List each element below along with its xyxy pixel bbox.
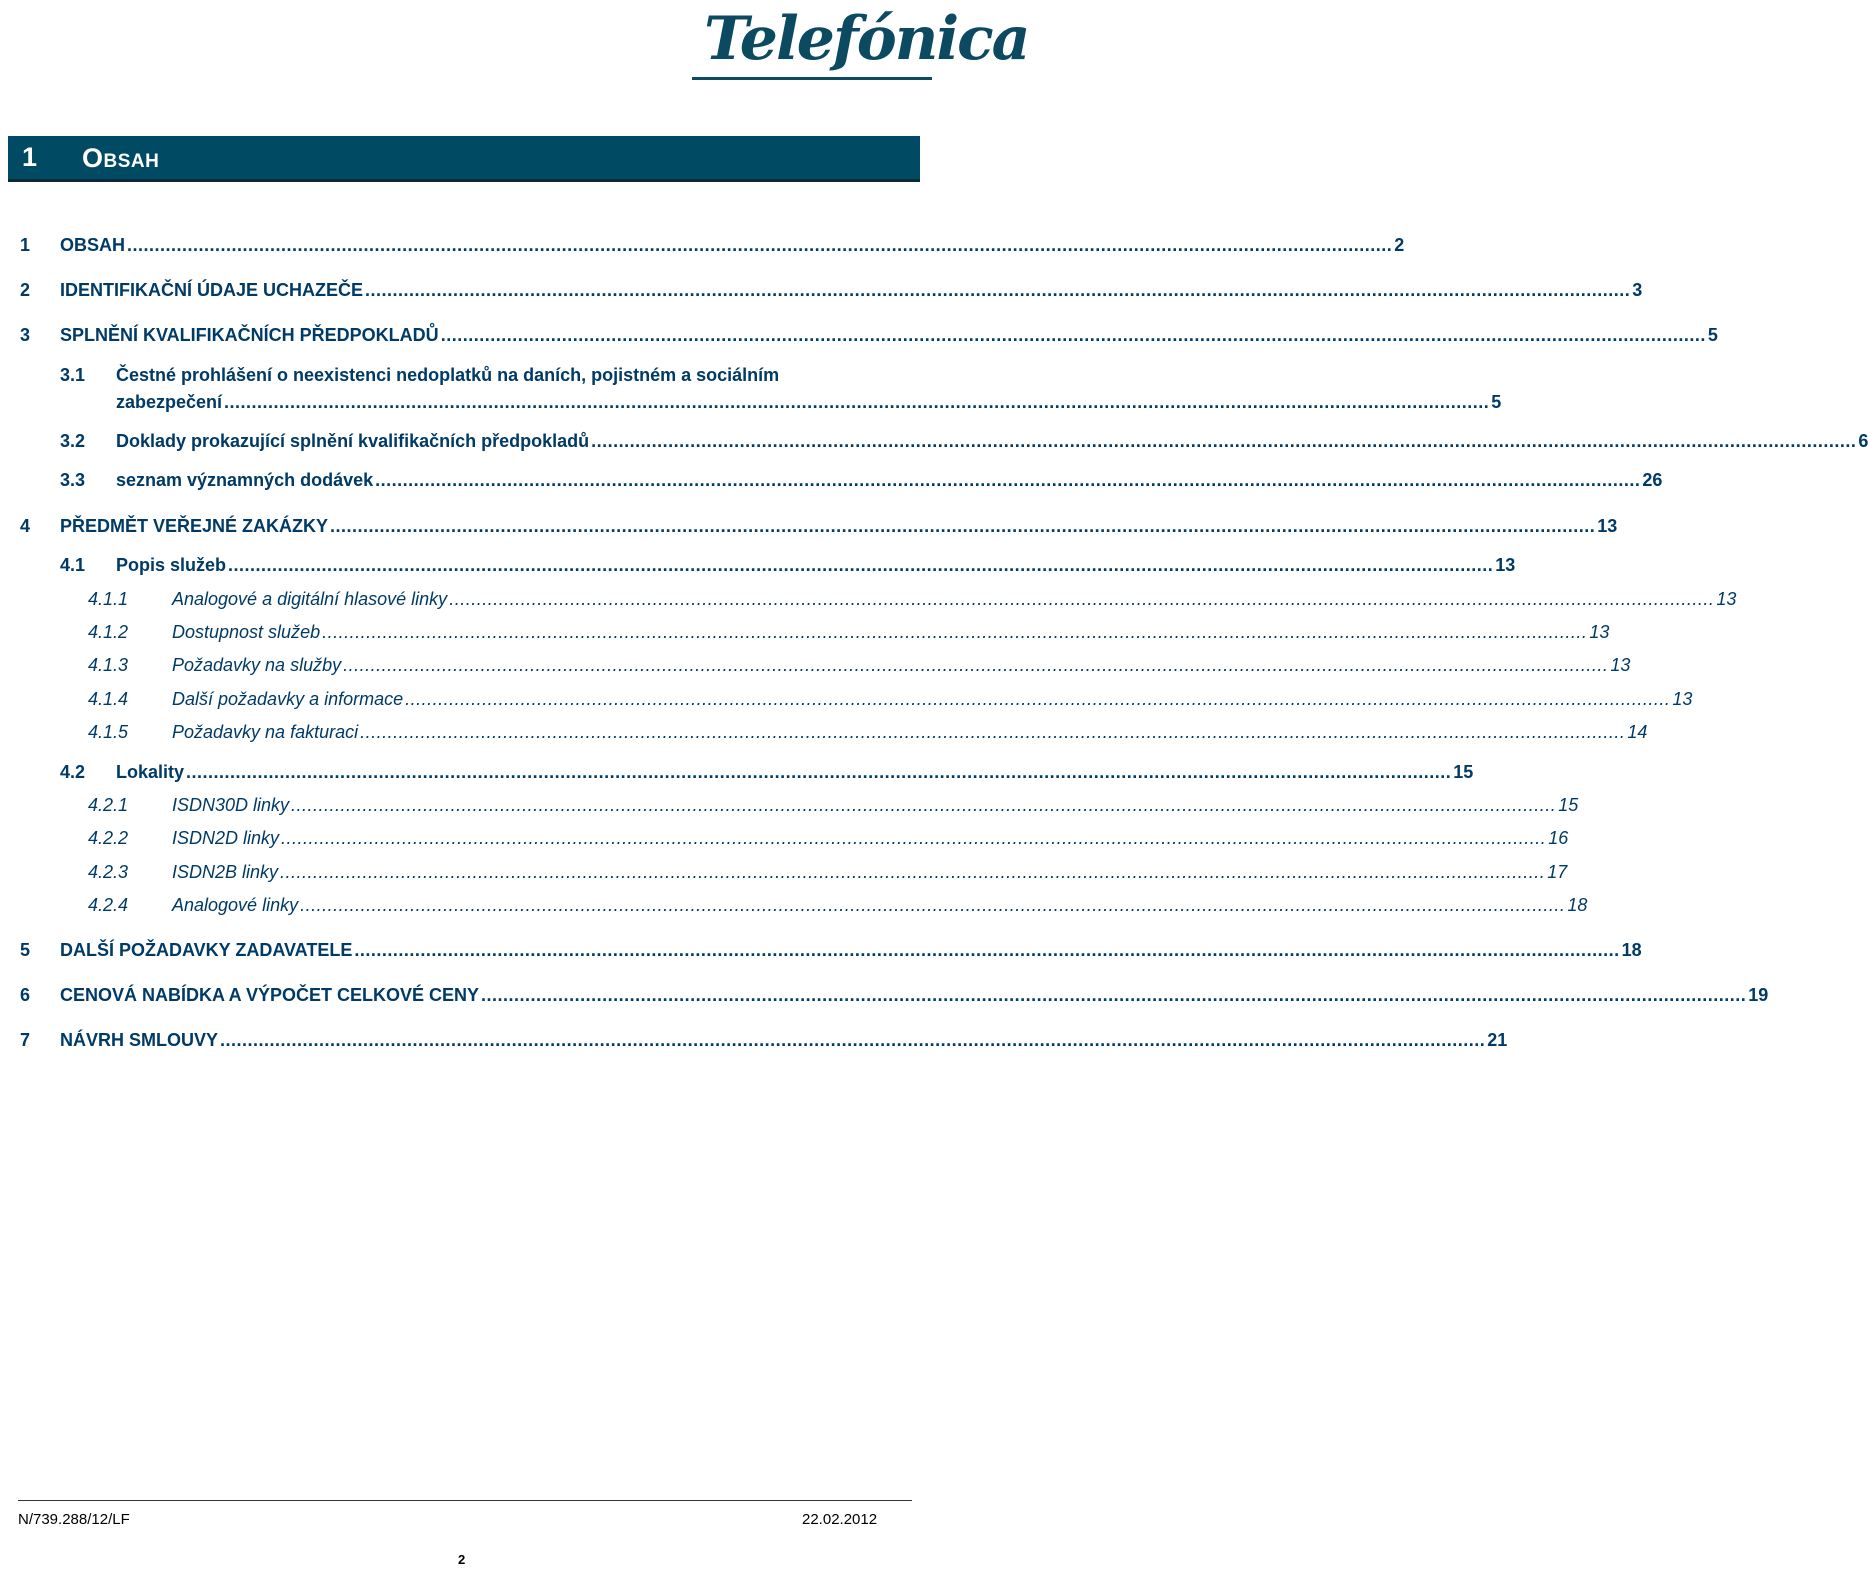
- footer-date: 22.02.2012: [802, 1511, 878, 1528]
- toc-entry-number: 4.2: [60, 762, 86, 782]
- toc-entry-label: Požadavky na fakturaci: [172, 722, 359, 742]
- toc-entry-number: 4.1: [60, 555, 86, 575]
- toc-entry-3-3[interactable]: [60, 469, 1663, 491]
- toc-entry-number: 3.2: [60, 431, 86, 451]
- toc-entry-number: 4.1.3: [88, 655, 129, 675]
- toc-entry-4-1-3[interactable]: [88, 654, 1631, 676]
- toc-entry-number: 5: [20, 940, 31, 960]
- toc-leader-dots: [360, 721, 1625, 743]
- toc-entry-page: 13: [1495, 555, 1516, 575]
- toc-leader-dots: [365, 279, 1630, 301]
- toc-leader-dots: [441, 324, 1706, 346]
- toc-entry-page: 15: [1453, 762, 1474, 782]
- toc-entry-3-1-label-line1[interactable]: Čestné prohlášení o neexistenci nedoplatků na daních, pojistném a sociálním: [116, 365, 780, 385]
- toc-entry-label: NÁVRH SMLOUVY: [60, 1030, 219, 1050]
- toc-entry-page: 13: [1597, 516, 1618, 536]
- toc-entry-page: 26: [1642, 470, 1663, 490]
- toc-entry-number: 4.1.1: [88, 589, 129, 609]
- toc-entry-label: PŘEDMĚT VEŘEJNÉ ZAKÁZKY: [60, 516, 329, 536]
- toc-entry-number: 4.2.3: [88, 862, 129, 882]
- toc-entry-number: 6: [20, 985, 31, 1005]
- section-number: 1: [22, 142, 38, 172]
- toc-entry-label: IDENTIFIKAČNÍ ÚDAJE UCHAZEČE: [60, 280, 364, 300]
- toc-entry-4-1-4[interactable]: [88, 688, 1693, 710]
- toc-entry-label: seznam významných dodávek: [116, 470, 374, 490]
- toc-entry-page: 17: [1547, 862, 1568, 882]
- toc-entry-label: Analogové linky: [172, 895, 299, 915]
- toc-entry-number: 4.1.4: [88, 689, 129, 709]
- toc-entry-label: ISDN2D linky: [172, 828, 280, 848]
- toc-leader-dots: [127, 234, 1392, 256]
- toc-leader-dots: [281, 827, 1546, 849]
- toc-entry-7[interactable]: [20, 1029, 1508, 1051]
- telefonica-logo: [692, 4, 1029, 80]
- toc-leader-dots: [375, 469, 1640, 491]
- toc-leader-dots: [300, 894, 1565, 916]
- toc-entry-label: ISDN2B linky: [172, 862, 279, 882]
- toc-entry-page: 5: [1491, 392, 1502, 412]
- toc-entry-4-2-1[interactable]: [88, 794, 1579, 816]
- toc-leader-dots: [481, 984, 1746, 1006]
- toc-entry-label: Lokality: [116, 762, 185, 782]
- toc-leader-dots: [330, 515, 1595, 537]
- toc-entry-label: SPLNĚNÍ KVALIFIKAČNÍCH PŘEDPOKLADŮ: [60, 325, 439, 345]
- toc-entry-label: Dostupnost služeb: [172, 622, 321, 642]
- toc-leader-dots: [322, 621, 1587, 643]
- toc-entry-4-1-2[interactable]: [88, 621, 1610, 643]
- toc-entry-page: 2: [1394, 235, 1405, 255]
- toc-entry-number: 3: [20, 325, 31, 345]
- toc-entry-number: 4.2.4: [88, 895, 129, 915]
- toc-entry-page: 13: [1589, 622, 1610, 642]
- toc-entry-label: OBSAH: [60, 235, 126, 255]
- toc-leader-dots: [591, 430, 1856, 452]
- section-heading-banner: [8, 136, 920, 182]
- toc-leader-dots: [186, 761, 1451, 783]
- toc-leader-dots: [224, 391, 1489, 413]
- toc-entry-4[interactable]: [20, 515, 1618, 537]
- toc-entry-page: 18: [1621, 940, 1642, 960]
- toc-entry-label: zabezpečení: [116, 392, 223, 412]
- page-number: 2: [458, 1552, 466, 1567]
- section-title: Obsah: [82, 143, 160, 173]
- toc-entry-number: 4: [20, 516, 31, 536]
- toc-leader-dots: [228, 554, 1493, 576]
- toc-entry-number: 7: [20, 1030, 31, 1050]
- toc-leader-dots: [343, 654, 1608, 676]
- toc-entry-page: 13: [1716, 589, 1737, 609]
- toc-entry-page: 6: [1858, 431, 1868, 451]
- toc-entry-label: Doklady prokazující splnění kvalifikačních předpokladů: [116, 431, 590, 451]
- logo-wordmark: Telefónica: [704, 4, 1029, 74]
- toc-entry-3[interactable]: [20, 324, 1718, 346]
- toc-entry-number: 2: [20, 280, 31, 300]
- toc-entry-label: DALŠÍ POŽADAVKY ZADAVATELE: [60, 940, 353, 960]
- toc-leader-dots: [280, 861, 1545, 883]
- toc-leader-dots: [405, 688, 1670, 710]
- toc-entry-number: 4.1.2: [88, 622, 129, 642]
- toc-leader-dots: [449, 588, 1714, 610]
- toc-entry-4-2-3[interactable]: [88, 861, 1568, 883]
- toc-entry-label: Požadavky na služby: [172, 655, 342, 675]
- toc-entry-4-2-4[interactable]: [88, 894, 1588, 916]
- toc-entry-page: 18: [1567, 895, 1588, 915]
- toc-leader-dots: [220, 1029, 1485, 1051]
- toc-entry-number: 3.3: [60, 470, 86, 490]
- toc-entry-4-1-1[interactable]: [88, 588, 1737, 610]
- logo-underline: [692, 77, 932, 80]
- toc-entry-page: 13: [1610, 655, 1631, 675]
- toc-entry-1[interactable]: [20, 234, 1405, 256]
- toc-entry-page: 19: [1748, 985, 1769, 1005]
- toc-entry-4-1-5[interactable]: [88, 721, 1648, 743]
- toc-entry-number: 4.2.1: [88, 795, 129, 815]
- toc-entry-3-1-number: 3.1: [60, 365, 86, 385]
- toc-leader-dots: [354, 939, 1619, 961]
- toc-entry-label: Popis služeb: [116, 555, 227, 575]
- toc-entry-4-2-2[interactable]: [88, 827, 1569, 849]
- footer-divider: [18, 1500, 912, 1501]
- toc-entry-number: 4.1.5: [88, 722, 129, 742]
- toc-entry-4-1[interactable]: [60, 554, 1516, 576]
- toc-entry-4-2[interactable]: [60, 761, 1474, 783]
- toc-entry-5[interactable]: [20, 939, 1642, 961]
- toc-entry-number: 4.2.2: [88, 828, 129, 848]
- toc-entry-page: 16: [1548, 828, 1569, 848]
- toc-entry-number: 1: [20, 235, 31, 255]
- toc-entry-page: 21: [1487, 1030, 1508, 1050]
- toc-entry-page: 3: [1632, 280, 1643, 300]
- toc-entry-page: 13: [1672, 689, 1693, 709]
- toc-entry-6[interactable]: [20, 984, 1769, 1006]
- toc-entry-3-1[interactable]: [116, 391, 1502, 413]
- toc-entry-3-2[interactable]: [60, 430, 1868, 452]
- toc-entry-label: Analogové a digitální hlasové linky: [172, 589, 448, 609]
- toc-entry-label: Další požadavky a informace: [172, 689, 404, 709]
- toc-entry-page: 15: [1558, 795, 1579, 815]
- toc-entry-page: 14: [1627, 722, 1648, 742]
- toc-entry-label: CENOVÁ NABÍDKA A VÝPOČET CELKOVÉ CENY: [60, 985, 480, 1005]
- toc-entry-2[interactable]: [20, 279, 1643, 301]
- toc-leader-dots: [291, 794, 1556, 816]
- toc-entry-label: ISDN30D linky: [172, 795, 290, 815]
- toc-entry-page: 5: [1707, 325, 1718, 345]
- footer-reference: N/739.288/12/LF: [18, 1511, 130, 1528]
